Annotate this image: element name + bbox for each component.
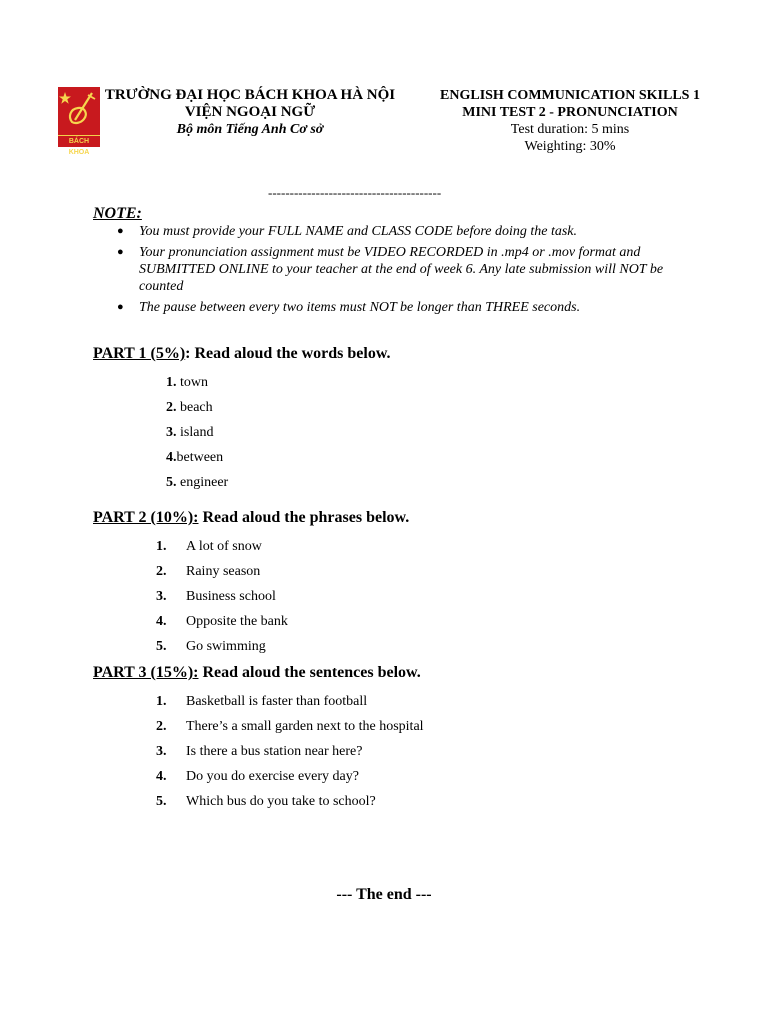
list-item: 5. Which bus do you take to school? (156, 794, 376, 809)
list-item: 1. A lot of snow (156, 539, 262, 554)
note-title: NOTE: (93, 205, 142, 222)
part2-instruction: Read aloud the phrases below. (198, 509, 410, 526)
separator-line: ---------------------------------------- (268, 185, 442, 200)
part3-title (93, 664, 421, 682)
part1-list (166, 370, 228, 495)
list-item: 3. Is there a bus station near here? (156, 744, 363, 759)
list-item: 2. beach (166, 400, 213, 415)
test-duration: Test duration: 5 mins (510, 122, 630, 137)
list-item: 1. town (166, 375, 208, 390)
list-item: 4. Do you do exercise every day? (156, 769, 359, 784)
note-list (115, 223, 675, 320)
part2-title (93, 509, 409, 527)
part2-label: PART 2 (10%): (93, 509, 199, 526)
list-item: 2. Rainy season (156, 564, 261, 579)
course-title: ENGLISH COMMUNICATION SKILLS 1 (440, 88, 700, 103)
logo-band-text: BÁCH KHOA (68, 138, 90, 156)
list-item: 3. Business school (156, 589, 276, 604)
list-item: 2. There’s a small garden next to the hospital (156, 719, 424, 734)
test-weighting: Weighting: 30% (524, 139, 616, 154)
list-item: 5. Go swimming (156, 639, 266, 654)
note-item: ● The pause between every two items must NOT be longer than THREE seconds. (117, 300, 581, 315)
part3-list (156, 689, 606, 814)
list-item: 4. Opposite the bank (156, 614, 288, 629)
part1-instruction: : Read aloud the words below. (185, 345, 391, 362)
note-item: ● You must provide your FULL NAME and CLASS CODE before doing the task. (117, 224, 578, 239)
test-header (425, 87, 715, 155)
university-name: TRƯỜNG ĐẠI HỌC BÁCH KHOA HÀ NỘI (104, 87, 396, 103)
part1-label: PART 1 (5%) (93, 345, 186, 362)
institute-name: VIỆN NGOẠI NGỮ (184, 104, 316, 120)
list-item: 5. engineer (166, 475, 229, 490)
test-title: MINI TEST 2 - PRONUNCIATION (462, 105, 678, 120)
department-name: Bộ môn Tiếng Anh Cơ sở (176, 122, 324, 137)
part2-list (156, 534, 556, 659)
part1-title (93, 345, 391, 363)
list-item: 4.between (166, 450, 224, 465)
bullet-icon: ● (117, 246, 124, 258)
bach-khoa-logo-icon (58, 87, 100, 156)
bullet-icon: ● (117, 301, 124, 313)
bullet-icon: ● (117, 225, 124, 237)
note-item: ● Your pronunciation assignment must be VIDEO RECORDED in .mp4 or .mov format and SUBMITTED ONLINE to your teacher at the end of week 6. Any late submission will NOT be counted (117, 245, 664, 294)
the-end: --- The end --- (336, 886, 432, 903)
part3-label: PART 3 (15%): (93, 664, 199, 681)
institution-header (100, 87, 400, 138)
part3-instruction: Read aloud the sentences below. (198, 664, 421, 681)
list-item: 1. Basketball is faster than football (156, 694, 368, 709)
list-item: 3. island (166, 425, 214, 440)
